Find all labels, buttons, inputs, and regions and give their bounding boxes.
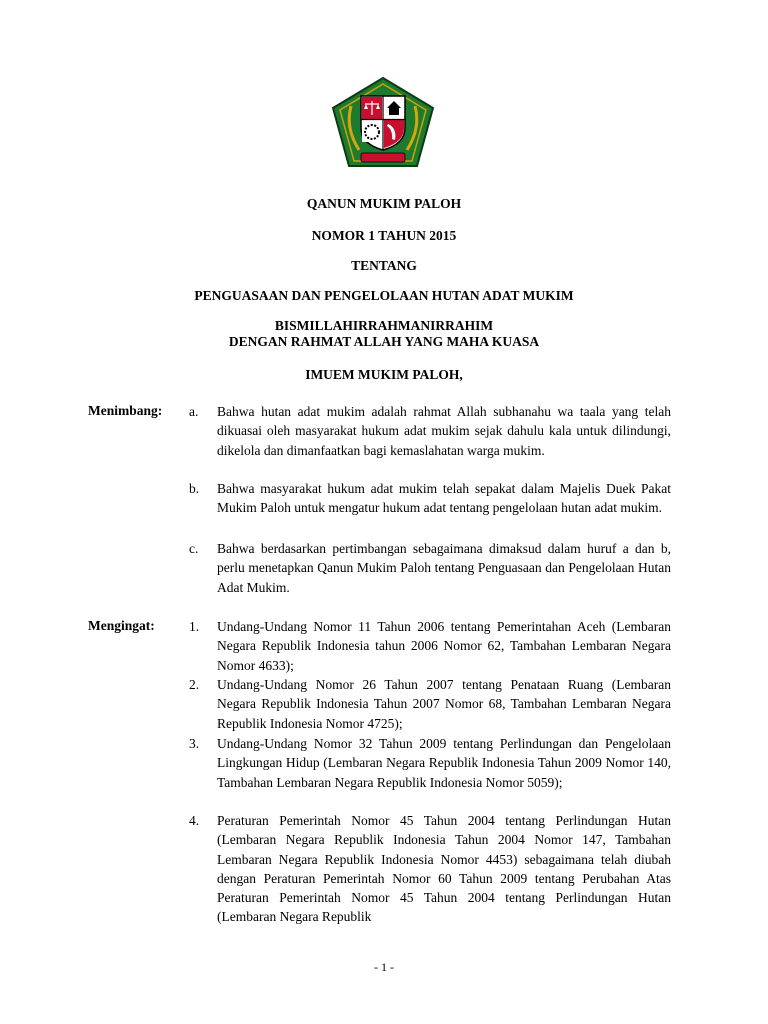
- page-number: - 1 -: [374, 960, 394, 974]
- regency-emblem-logo: [331, 76, 435, 170]
- grace-line: DENGAN RAHMAT ALLAH YANG MAHA KUASA: [228, 334, 540, 349]
- item-text: Bahwa hutan adat mukim adalah rahmat Allah subhanahu wa taala yang telah dikuasai oleh masyarakat hukum adat mukim sejak dahulu kala untuk dilindungi, dikelola dan dimanfaatkan bagi kemaslahatan warga mukim.: [217, 404, 671, 458]
- item-marker: 3.: [189, 736, 200, 751]
- about-heading: TENTANG: [351, 258, 417, 273]
- item-marker: 4.: [189, 813, 200, 828]
- item-marker: b.: [189, 481, 200, 496]
- menimbang-label: Menimbang:: [88, 403, 163, 418]
- basmalah: BISMILLAHIRRAHMANIRRAHIM: [274, 318, 494, 333]
- menimbang-item: [189, 479, 671, 518]
- document-number: NOMOR 1 TAHUN 2015: [311, 228, 457, 243]
- item-marker: a.: [189, 404, 199, 419]
- mengingat-item: [189, 811, 671, 927]
- document-subject: PENGUASAAN DAN PENGELOLAAN HUTAN ADAT MUKIM: [194, 288, 574, 303]
- menimbang-item: [189, 539, 671, 597]
- document-title: QANUN MUKIM PALOH: [306, 196, 462, 211]
- item-marker: 1.: [189, 619, 200, 634]
- mengingat-item: [189, 734, 671, 792]
- mengingat-item: [189, 617, 671, 675]
- item-marker: c.: [189, 541, 199, 556]
- menimbang-item: [189, 402, 671, 460]
- item-marker: 2.: [189, 677, 200, 692]
- mengingat-item: [189, 675, 671, 733]
- item-text: Bahwa masyarakat hukum adat mukim telah sepakat dalam Majelis Duek Pakat Mukim Paloh untuk mengatur hukum adat tentang pengelolaan hutan adat mukim.: [217, 481, 671, 516]
- item-text: Undang-Undang Nomor 32 Tahun 2009 tentang Perlindungan dan Pengelolaan Lingkungan Hidup (Lembaran Negara Republik Indonesia Tahun 2009 Nomor 140, Tambahan Lembaran Negara Republik Indonesia Nomor 5059);: [217, 736, 671, 790]
- item-text: Peraturan Pemerintah Nomor 45 Tahun 2004 tentang Perlindungan Hutan (Lembaran Negara Republik Indonesia Tahun 2004 Nomor 147, Tambahan Lembaran Negara Republik Indonesia Nomor 4453) sebagaimana telah diubah dengan Peraturan Pemerintah Nomor 60 Tahun 2009 tentang Perubahan Atas Peraturan Pemerintah Nomor 45 Tahun 2004 tentang Perlindungan Hutan (Lembaran Negara Republik: [217, 813, 671, 925]
- item-text: Undang-Undang Nomor 11 Tahun 2006 tentang Pemerintahan Aceh (Lembaran Negara Republik Indonesia tahun 2006 Nomor 62, Tambahan Lembaran Negara Nomor 4633);: [217, 619, 671, 673]
- item-text: Undang-Undang Nomor 26 Tahun 2007 tentang Penataan Ruang (Lembaran Negara Republik Indonesia Tahun 2007 Nomor 68, Tambahan Lembaran Negara Republik Indonesia Nomor 4725);: [217, 677, 671, 731]
- authority-line: IMUEM MUKIM PALOH,: [305, 367, 463, 382]
- mengingat-label: Mengingat:: [88, 618, 155, 633]
- item-text: Bahwa berdasarkan pertimbangan sebagaimana dimaksud dalam huruf a dan b, perlu menetapkan Qanun Mukim Paloh tentang Penguasaan dan Pengelolaan Hutan Adat Mukim.: [217, 541, 671, 595]
